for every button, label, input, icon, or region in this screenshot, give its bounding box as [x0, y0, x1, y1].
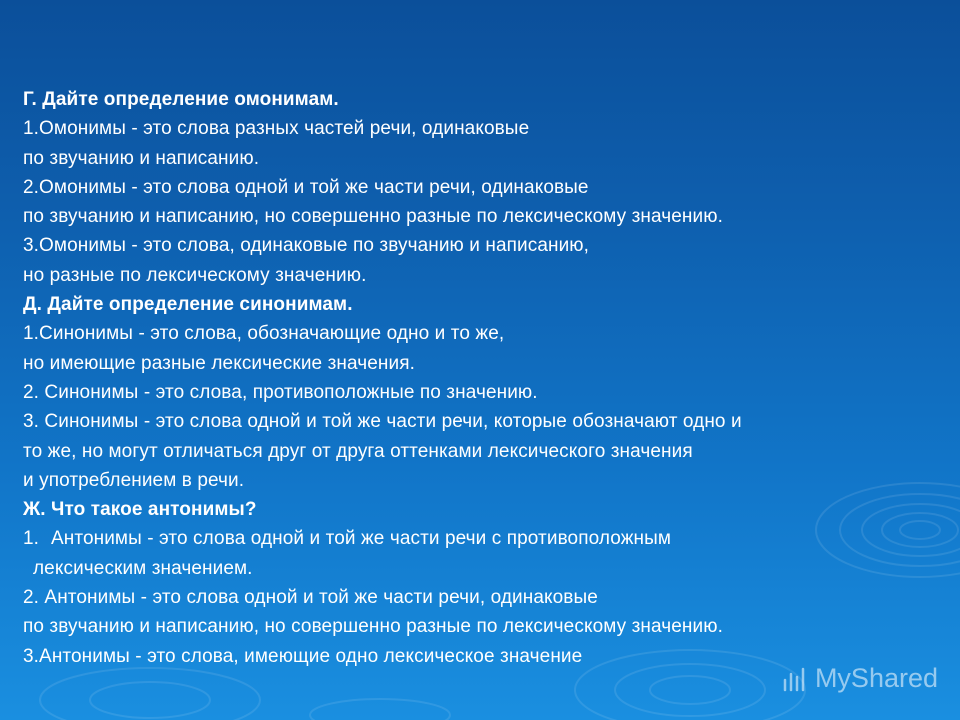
- text-line: то же, но могут отличаться друг от друга оттенками лексического значения: [23, 440, 693, 462]
- text-line: 1.Омонимы - это слова разных частей речи, одинаковые: [23, 118, 530, 140]
- watermark-text: MyShared: [814, 663, 938, 693]
- text-line: 3.Антонимы - это слова, имеющие одно лексическое значение: [23, 645, 583, 667]
- list-number: 1.: [23, 528, 40, 550]
- slide-text: [23, 85, 943, 671]
- text-line: Антонимы - это слова одной и той же части речи с противоположным: [51, 528, 672, 550]
- text-line: 3.Омонимы - это слова, одинаковые по звучанию и написанию,: [23, 235, 590, 257]
- watermark: [779, 663, 938, 694]
- text-line: по звучанию и написанию.: [23, 147, 260, 169]
- text-line: но разные по лексическому значению.: [23, 264, 367, 286]
- text-line: по звучанию и написанию, но совершенно разные по лексическому значению.: [23, 206, 723, 228]
- text-line: по звучанию и написанию, но совершенно разные по лексическому значению.: [23, 616, 723, 638]
- heading-homonyms: Г. Дайте определение омонимам.: [23, 89, 339, 110]
- text-line: 1.Синонимы - это слова, обозначающие одно и то же,: [23, 323, 505, 345]
- bar-chart-icon: [779, 664, 809, 694]
- numbered-list-item: [23, 524, 943, 553]
- text-line: и употреблением в речи.: [23, 469, 245, 491]
- text-line: 2. Антонимы - это слова одной и той же части речи, одинаковые: [23, 587, 598, 609]
- text-line: 2. Синонимы - это слова, противоположные по значению.: [23, 381, 538, 403]
- text-line: 3. Синонимы - это слова одной и той же части речи, которые обозначают одно и: [23, 411, 742, 433]
- text-line: лексическим значением.: [33, 557, 253, 579]
- text-line: 2.Омонимы - это слова одной и той же части речи, одинаковые: [23, 176, 589, 198]
- text-line: но имеющие разные лексические значения.: [23, 352, 415, 374]
- heading-antonyms: Ж. Что такое антонимы?: [23, 499, 257, 521]
- heading-synonyms: Д. Дайте определение синонимам.: [23, 294, 353, 316]
